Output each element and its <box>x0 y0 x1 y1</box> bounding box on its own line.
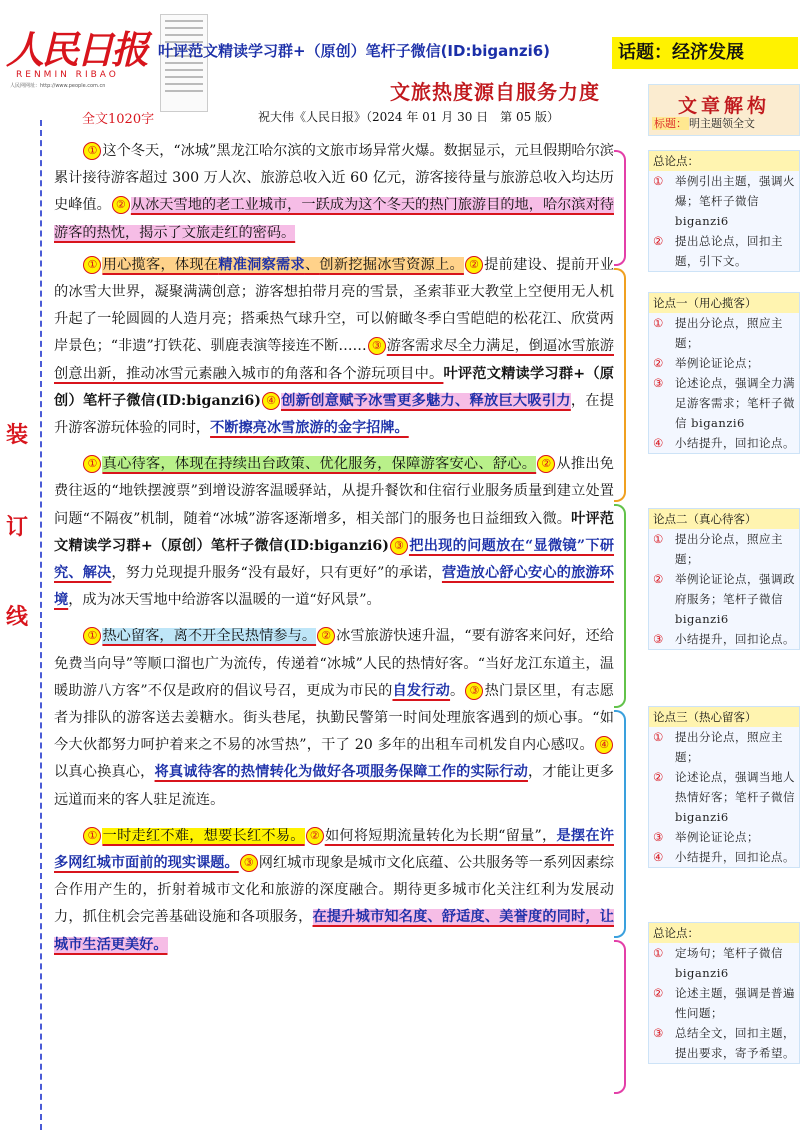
brace-connector <box>614 150 626 266</box>
text-underline: 如何将短期流量转化为长期“留量”， <box>324 827 557 844</box>
item-number: ③ <box>653 632 664 646</box>
box-item <box>649 629 799 649</box>
box-head: 总论点： <box>649 151 799 171</box>
text: 以真心换真心， <box>54 764 155 781</box>
item-number: ① <box>653 730 664 744</box>
logo-text: 人民日报 <box>6 27 147 72</box>
text-underline: 游客需求尽全力满足，倒逼冰雪旅游创意出新，推动冰雪元素融入城市的角落和各个游玩项目中。 <box>54 338 614 382</box>
binding-char: 订 <box>6 514 29 540</box>
marker: ② <box>112 196 130 214</box>
box-item <box>649 1023 799 1063</box>
text-emphasis: 将真诚待客的热情转化为做好各项服务保障工作的实际行动 <box>154 764 528 781</box>
item-text: 提出分论点，照应主题； <box>675 730 783 764</box>
item-text: 提出分论点，照应主题； <box>675 532 783 566</box>
marker: ① <box>83 142 101 160</box>
box-item <box>649 727 799 767</box>
text-highlight: 上。 <box>435 256 464 273</box>
topic-banner: 话题：经济发展 <box>612 37 798 69</box>
item-text: 小结提升，回扣论点。 <box>675 850 795 864</box>
item-number: ② <box>653 572 664 586</box>
sidebar-box-3 <box>648 508 800 650</box>
binding-line <box>40 120 42 1130</box>
box-item <box>649 943 799 983</box>
text-highlight: 从冰天雪地的老工业城市，一跃成为这个冬天的热门旅游目的地，哈尔滨对待游客的热忱，揭示了文旅走红的密码。 <box>54 197 614 241</box>
text-highlight: 用心揽客，体现在 <box>102 256 219 273</box>
item-number: ③ <box>653 1026 664 1040</box>
sidebar-box-2 <box>648 292 800 454</box>
paragraph-2 <box>54 252 614 442</box>
text: 热门景区里，有志愿者为排队的游客送去姜糖水。街头巷尾，执勤民警第一时间处理旅客遇到的烦心事。“如今大伙都努力呵护着来之不易的冰雪热”，干了 20 多年的出租车司机发自内心感叹。 <box>54 682 614 754</box>
item-number: ② <box>653 356 664 370</box>
marker: ③ <box>390 537 408 555</box>
marker: ② <box>465 256 483 274</box>
marker: ④ <box>595 736 613 754</box>
text-highlight: 一时走红不难，想要长红不易。 <box>102 827 305 844</box>
item-number: ④ <box>653 850 664 864</box>
sidebar-box-1 <box>648 150 800 272</box>
item-text: 举例论证论点； <box>675 356 759 370</box>
item-text: 举例引出主题，强调火爆；笔杆子微信 biganzi6 <box>675 174 795 228</box>
marker: ① <box>83 455 101 473</box>
item-text: 提出分论点，照应主题； <box>675 316 783 350</box>
watermark-inline: 叶评范文精读学习群+（原创）笔杆子微信(ID:biganzi6) <box>54 365 614 409</box>
item-text: 小结提升，回扣论点。 <box>675 632 795 646</box>
binding-char: 装 <box>6 422 29 448</box>
text: 冰雪旅游快速升温，“要有游客来问好，还给免费当向导”等顺口溜也广为流传，传递着“冰城”人民的热情好客。“当好龙江东道主，温暖助游八方客”不仅是政府的倡议号召，更成为市民的 <box>54 628 614 699</box>
box-head: 论点三（热心留客） <box>649 707 799 727</box>
box-head: 论点一（用心揽客） <box>649 293 799 313</box>
brace-connector <box>614 710 626 938</box>
text-emphasis: 不断擦亮冰雪旅游的金字招牌。 <box>210 420 409 437</box>
box-item <box>649 529 799 569</box>
brace-connector <box>614 268 626 502</box>
binding-char: 线 <box>6 604 29 630</box>
text-emphasis: 把出现的问题放在“显微镜”下研究、解决 <box>54 537 615 582</box>
item-number: ③ <box>653 376 664 390</box>
sidebar-title: 文章解构 <box>677 95 770 117</box>
text: ，成为冰天雪地中给游客以温暖的一道“好风景”。 <box>68 592 381 609</box>
text-emphasis: 在提升城市知名度、舒适度、美誉度的同时，让城市生活更美好。 <box>54 909 614 953</box>
marker: ② <box>306 827 324 845</box>
item-text: 总结全文，回扣主题，提出要求，寄予希望。 <box>675 1026 795 1060</box>
item-text: 提出总论点，回扣主题，引下文。 <box>675 234 783 268</box>
text-emphasis: 营造放心舒心安心的旅游环境 <box>54 565 614 609</box>
marker: ④ <box>262 392 280 410</box>
text-highlight: 、 <box>304 256 320 273</box>
marker: ② <box>317 627 335 645</box>
item-text: 定场句；笔杆子微信 biganzi6 <box>675 946 783 980</box>
box-item <box>649 353 799 373</box>
box-item <box>649 847 799 867</box>
item-number: ③ <box>653 830 664 844</box>
item-number: ① <box>653 316 664 330</box>
text-highlight: 真心待客，体现在持续出台政策、优化服务，保障游客安心、舒心。 <box>102 456 537 473</box>
text: 从推出免费往返的“地铁摆渡票”到增设游客温暖驿站，从提升餐饮和住宿行业服务质量到建立处置问题“不隔夜”机制，随着“冰城”游客逐渐增多，相关部门的服务也日益细致入微。 <box>54 456 614 527</box>
item-text: 举例论证论点，强调政府服务；笔杆子微信 biganzi6 <box>675 572 795 626</box>
item-number: ① <box>653 946 664 960</box>
item-text: 论述论点，强调当地人热情好客；笔杆子微信 biganzi6 <box>675 770 795 824</box>
article-title: 文旅热度源自服务力度 <box>390 80 600 104</box>
box-item <box>649 569 799 629</box>
article-body <box>54 138 614 968</box>
box-item <box>649 827 799 847</box>
item-text: 论述论点，强调全力满足游客需求；笔杆子微信 biganzi6 <box>675 376 795 430</box>
box-head: 总论点： <box>649 923 799 943</box>
text-highlight: 热心留客，离不开全民热情参与。 <box>102 628 317 645</box>
paragraph-3 <box>54 451 614 614</box>
paragraph-5 <box>54 823 614 959</box>
box-item <box>649 313 799 353</box>
text-emphasis: 创新创意赋予冰雪更多魅力、释放巨大吸引力 <box>281 392 571 409</box>
tag-text: 明主题领全文 <box>689 117 755 130</box>
text: 提前建设、提前开业的冰雪大世界，凝聚满满创意；游客想拍带月亮的雪景，圣索菲亚大教堂上空便用无人机升起了一轮圆圆的人造月亮；搭乘热气球升空，可以俯瞰冬季白雪皑皑的松花江、欣赏两岸景色；“非遗”打铁花、驯鹿表演等接连不断…… <box>54 256 614 355</box>
item-number: ① <box>653 532 664 546</box>
item-text: 小结提升，回扣论点。 <box>675 436 795 450</box>
item-number: ② <box>653 770 664 784</box>
article-byline: 祝大伟《人民日报》（2024 年 01 月 30 日 第 05 版） <box>258 110 560 124</box>
item-text: 论述主题，强调是普遍性问题； <box>675 986 795 1020</box>
sidebar-box-4 <box>648 706 800 868</box>
sidebar-box-5 <box>648 922 800 1064</box>
tag-label: 标题： <box>654 117 687 130</box>
text: 这个冬天，“冰城”黑龙江哈尔滨的文旅市场异常火爆。数据显示，元旦假期哈尔滨累计接待游客超过 300 万人次、旅游总收入近 60 亿元，游客接待量与旅游总收入均达历史峰值。 <box>54 143 614 214</box>
sidebar-title-tag <box>652 115 755 131</box>
item-text: 举例论证论点； <box>675 830 759 844</box>
word-count: 全文1020字 <box>82 112 155 127</box>
box-item <box>649 231 799 271</box>
page-thumbnail <box>160 14 208 112</box>
header-title: 叶评范文精读学习群+（原创）笔杆子微信(ID:biganzi6) <box>158 42 551 60</box>
text: ，努力兑现提升服务“没有最好，只有更好”的承诺， <box>111 565 442 582</box>
marker: ③ <box>240 854 258 872</box>
marker: ① <box>83 256 101 274</box>
box-item <box>649 983 799 1023</box>
marker: ③ <box>465 682 483 700</box>
box-item <box>649 767 799 827</box>
box-item <box>649 373 799 433</box>
item-number: ④ <box>653 436 664 450</box>
newspaper-logo <box>6 27 156 89</box>
box-head: 论点二（真心待客） <box>649 509 799 529</box>
text-emphasis: 自发行动 <box>392 682 451 699</box>
marker: ② <box>537 455 555 473</box>
text-emphasis: 精准洞察需求 <box>218 256 305 273</box>
logo-fine-print: 人民网网址：http://www.people.com.cn <box>10 83 106 89</box>
brace-connector <box>614 940 626 1094</box>
paragraph-4 <box>54 623 614 813</box>
text: ，才能让更多远道而来的客人驻足流连。 <box>54 764 614 808</box>
text-highlight: 创新挖掘冰雪资源 <box>319 256 435 273</box>
box-item <box>649 171 799 231</box>
watermark-inline: 叶评范文精读学习群+（原创）笔杆子微信(ID:biganzi6) <box>54 510 614 554</box>
paragraph-1 <box>54 138 614 247</box>
marker: ① <box>83 627 101 645</box>
marker: ③ <box>368 337 386 355</box>
box-item <box>649 433 799 453</box>
item-number: ① <box>653 174 664 188</box>
marker: ① <box>83 827 101 845</box>
item-number: ② <box>653 986 664 1000</box>
brace-connector <box>614 504 626 708</box>
item-number: ② <box>653 234 664 248</box>
logo-english: RENMIN RIBAO <box>16 70 119 80</box>
text: 网红城市现象是城市文化底蕴、公共服务等一系列因素综合作用产生的，折射着城市文化和旅游的深度融合。期待更多城市化关注红利为发展动力，抓住机会完善基础设施和各项服务， <box>54 855 614 926</box>
text: ，在提升游客游玩体验的同时， <box>54 392 614 437</box>
text-emphasis: 是摆在许多网红城市面前的现实课题。 <box>54 827 614 872</box>
text: 。 <box>450 682 465 699</box>
